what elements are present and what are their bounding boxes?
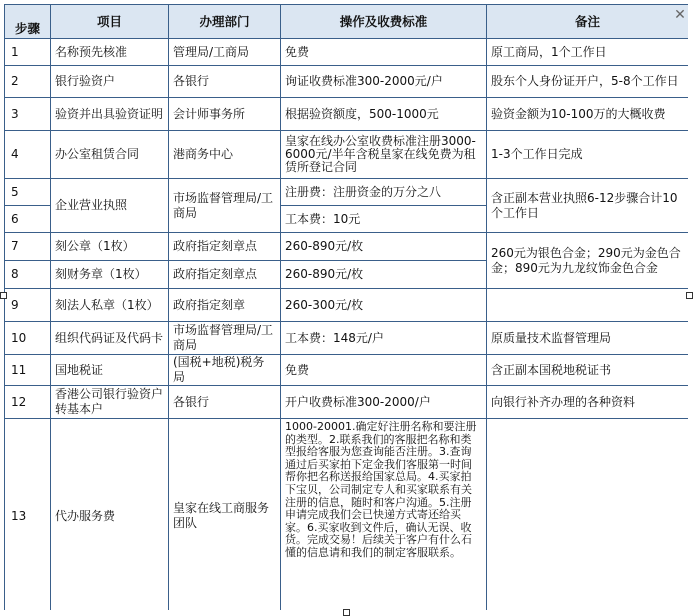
resize-handle-right[interactable] bbox=[686, 292, 693, 299]
dept-cell: 会计师事务所 bbox=[169, 98, 281, 131]
step-number: 7 bbox=[5, 233, 51, 261]
step-number: 9 bbox=[5, 289, 51, 322]
note-cell: 含正副本营业执照6-12步骤合计10个工作日 bbox=[487, 179, 689, 233]
table-row bbox=[5, 322, 689, 355]
dept-cell: 港商务中心 bbox=[169, 131, 281, 179]
resize-handle-left[interactable] bbox=[0, 292, 7, 299]
standard-cell: 开户收费标准300-2000/户 bbox=[281, 386, 487, 419]
standard-cell: 免费 bbox=[281, 39, 487, 66]
item-cell: 刻法人私章（1枚） bbox=[51, 289, 169, 322]
table-row bbox=[5, 355, 689, 386]
item-cell: 办公室租赁合同 bbox=[51, 131, 169, 179]
dept-cell: 皇家在线工商服务团队 bbox=[169, 419, 281, 611]
dept-cell: 管理局/工商局 bbox=[169, 39, 281, 66]
step-number: 10 bbox=[5, 322, 51, 355]
standard-cell: 1000-20001.确定好注册名称和要注册的类型。2.联系我们的客服把名称和类型报给客服为您查询能否注册。3.查询通过后买家拍下定金我们客服第一时间帮你把名称送报给国家总局。4.买家拍下宝贝，公司制定专人和买家联系有关注册的信息，随时和客户沟通。5.注册申请完成我们会已快递方式寄还给买家。6.买家收到文件后，确认无误、收货。完成交易！后续关于客户有什么石懂的信息请和我们的制定客服联系。 bbox=[281, 419, 487, 611]
standard-cell: 工本费：148元/户 bbox=[281, 322, 487, 355]
dept-cell: 市场监督管理局/工商局 bbox=[169, 179, 281, 233]
note-cell: 向银行补齐办理的各种资料 bbox=[487, 386, 689, 419]
item-cell: 银行验资户 bbox=[51, 66, 169, 98]
header-item: 项目 bbox=[51, 5, 169, 39]
dept-cell: 各银行 bbox=[169, 66, 281, 98]
item-cell: 验资并出具验资证明 bbox=[51, 98, 169, 131]
standard-cell: 260-890元/枚 bbox=[281, 233, 487, 261]
item-cell: 刻财务章（1枚） bbox=[51, 261, 169, 289]
item-cell: 香港公司银行验资户转基本户 bbox=[51, 386, 169, 419]
table-row bbox=[5, 39, 689, 66]
dept-cell: 政府指定刻章点 bbox=[169, 233, 281, 261]
dept-cell: 各银行 bbox=[169, 386, 281, 419]
header-dept: 办理部门 bbox=[169, 5, 281, 39]
standard-cell: 皇家在线办公室收费标准注册3000-6000元/半年含税皇家在线免费为租赁所登记合同 bbox=[281, 131, 487, 179]
step-number: 6 bbox=[5, 206, 51, 233]
step-number: 1 bbox=[5, 39, 51, 66]
table-row bbox=[5, 233, 689, 261]
note-cell bbox=[487, 289, 689, 322]
item-cell: 企业营业执照 bbox=[51, 179, 169, 233]
step-number: 4 bbox=[5, 131, 51, 179]
step-number: 11 bbox=[5, 355, 51, 386]
header-standard: 操作及收费标准 bbox=[281, 5, 487, 39]
table-row bbox=[5, 386, 689, 419]
table-row bbox=[5, 419, 689, 611]
table-row bbox=[5, 66, 689, 98]
fee-table bbox=[4, 4, 688, 610]
resize-handle-bottom[interactable] bbox=[343, 609, 350, 616]
note-cell: 原工商局，1个工作日 bbox=[487, 39, 689, 66]
standard-cell: 260-890元/枚 bbox=[281, 261, 487, 289]
note-cell: 原质量技术监督管理局 bbox=[487, 322, 689, 355]
item-cell: 刻公章（1枚） bbox=[51, 233, 169, 261]
table-row bbox=[5, 289, 689, 322]
step-number: 8 bbox=[5, 261, 51, 289]
step-number: 3 bbox=[5, 98, 51, 131]
item-cell: 国地税证 bbox=[51, 355, 169, 386]
dept-cell: 政府指定刻章点 bbox=[169, 261, 281, 289]
step-number: 12 bbox=[5, 386, 51, 419]
standard-cell: 根据验资额度，500-1000元 bbox=[281, 98, 487, 131]
dept-cell: (国税+地税)税务局 bbox=[169, 355, 281, 386]
step-number: 5 bbox=[5, 179, 51, 206]
dept-cell: 市场监督管理局/工商局 bbox=[169, 322, 281, 355]
standard-cell: 260-300元/枚 bbox=[281, 289, 487, 322]
note-cell: 股东个人身份证开户，5-8个工作日 bbox=[487, 66, 689, 98]
item-cell: 组织代码证及代码卡 bbox=[51, 322, 169, 355]
step-number: 2 bbox=[5, 66, 51, 98]
item-cell: 名称预先核准 bbox=[51, 39, 169, 66]
standard-cell: 工本费：10元 bbox=[281, 206, 487, 233]
item-cell: 代办服务费 bbox=[51, 419, 169, 611]
note-cell: 260元为银色合金；290元为金色合金；890元为九龙纹饰金色合金 bbox=[487, 233, 689, 289]
fee-table-frame bbox=[4, 4, 688, 610]
table-row bbox=[5, 179, 689, 206]
note-cell: 验资金额为10-100万的大概收费 bbox=[487, 98, 689, 131]
table-row bbox=[5, 131, 689, 179]
table-row bbox=[5, 98, 689, 131]
note-cell bbox=[487, 419, 689, 611]
step-number: 13 bbox=[5, 419, 51, 611]
note-cell: 1-3个工作日完成 bbox=[487, 131, 689, 179]
header-note: 备注 bbox=[487, 5, 689, 39]
header-row bbox=[5, 5, 689, 39]
close-icon[interactable]: ✕ bbox=[674, 7, 686, 23]
dept-cell: 政府指定刻章 bbox=[169, 289, 281, 322]
note-cell: 含正副本国税地税证书 bbox=[487, 355, 689, 386]
standard-cell: 注册费：注册资金的万分之八 bbox=[281, 179, 487, 206]
standard-cell: 询证收费标准300-2000元/户 bbox=[281, 66, 487, 98]
standard-cell: 免费 bbox=[281, 355, 487, 386]
header-step: 步骤 bbox=[5, 5, 51, 39]
